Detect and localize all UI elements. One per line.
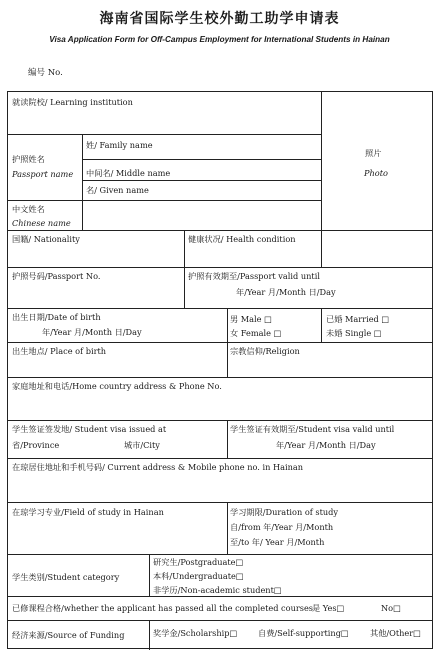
gender-marital-divider [321, 308, 322, 342]
form-subtitle: Visa Application Form for Off-Campus Employment for International Students in Hainan [49, 35, 390, 44]
visa-issued-label: 学生签证签发地/ Student visa issued at [12, 424, 167, 434]
row-divider [8, 134, 321, 135]
duration-to: 至/to 年/ Year 月/Month [230, 537, 325, 547]
row-divider [8, 308, 432, 309]
passport-number-label: 护照号码/Passport No. [12, 271, 101, 281]
column-divider [149, 620, 150, 650]
funding-source-label: 经济来源/Source of Funding [12, 630, 125, 640]
visa-valid-label: 学生签证有效期至/Student visa valid until [230, 424, 395, 434]
application-form-table [7, 91, 433, 649]
row-divider [8, 377, 432, 378]
visa-province-label: 省/Province [12, 440, 60, 450]
home-address-label: 家庭地址和电话/Home country address & Phone No. [12, 381, 222, 391]
date-of-birth-date: 年/Year 月/Month 日/Day [42, 327, 142, 337]
gender-female-option[interactable]: 女 Female □ [230, 328, 282, 338]
column-divider [149, 554, 150, 596]
courses-passed-yes-option[interactable]: 是 Yes□ [312, 603, 345, 613]
duration-label: 学习期限/Duration of study [230, 507, 339, 517]
row-divider [8, 230, 432, 231]
family-name-label: 姓/ Family name [86, 140, 153, 150]
field-of-study-label: 在琼学习专业/Field of study in Hainan [12, 507, 164, 517]
passport-name-label-en: Passport name [12, 169, 74, 179]
duration-from: 自/from 年/Year 月/Month [230, 522, 334, 532]
category-undergraduate-option[interactable]: 本科/Undergraduate□ [153, 571, 244, 581]
courses-passed-no-option[interactable]: No□ [381, 603, 401, 613]
photo-column-divider [321, 92, 322, 267]
funding-self-supporting-option[interactable]: 自费/Self-supporting□ [258, 628, 349, 638]
visa-valid-date: 年/Year 月/Month 日/Day [276, 440, 376, 450]
row-divider [8, 267, 432, 268]
chinese-name-label-cn: 中文姓名 [12, 204, 45, 214]
date-of-birth-label: 出生日期/Date of birth [12, 312, 101, 322]
column-divider [184, 230, 185, 308]
row-divider [8, 596, 432, 597]
photo-label-en: Photo [364, 168, 388, 178]
category-postgraduate-option[interactable]: 研究生/Postgraduate□ [153, 557, 244, 567]
row-divider [82, 159, 321, 160]
row-divider [8, 342, 432, 343]
row-divider [8, 554, 432, 555]
current-address-label: 在琼居住地址和手机号码/ Current address & Mobile phone no. in Hainan [12, 462, 304, 472]
column-divider [227, 308, 228, 377]
middle-name-label: 中间名/ Middle name [86, 168, 171, 178]
passport-name-label-cn: 护照姓名 [12, 154, 45, 164]
column-divider [227, 420, 228, 458]
visa-city-label: 城市/City [124, 440, 160, 450]
institution-label: 就读院校/ Learning institution [12, 97, 133, 107]
name-column-divider [82, 134, 83, 230]
nationality-label: 国籍/ Nationality [12, 234, 80, 244]
category-non-academic-option[interactable]: 非学历/Non-academic student□ [153, 585, 282, 595]
form-title: 海南省国际学生校外勤工助学申请表 [99, 11, 340, 27]
gender-male-option[interactable]: 男 Male □ [230, 314, 272, 324]
funding-other-option[interactable]: 其他/Other□ [370, 628, 421, 638]
row-divider [8, 420, 432, 421]
passport-valid-date: 年/Year 月/Month 日/Day [236, 287, 336, 297]
courses-passed-label: 已修课程合格/whether the applicant has passed all the completed courses [12, 603, 313, 613]
chinese-name-label-en: Chinese name [12, 218, 71, 228]
given-name-label: 名/ Given name [86, 185, 149, 195]
row-divider [8, 458, 432, 459]
marital-married-option[interactable]: 已婚 Married □ [326, 314, 390, 324]
passport-valid-label: 护照有效期至/Passport valid until [188, 271, 320, 281]
row-divider [8, 620, 432, 621]
health-condition-label: 健康状况/ Health condition [188, 234, 296, 244]
student-category-label: 学生类别/Student category [12, 572, 120, 582]
row-divider [82, 180, 321, 181]
row-divider [8, 200, 321, 201]
marital-single-option[interactable]: 未婚 Single □ [326, 328, 382, 338]
row-divider [8, 502, 432, 503]
funding-scholarship-option[interactable]: 奖学金/Scholarship□ [153, 628, 238, 638]
religion-label: 宗教信仰/Religion [230, 346, 300, 356]
place-of-birth-label: 出生地点/ Place of birth [12, 346, 107, 356]
serial-number-label: 编号 No. [28, 68, 63, 78]
photo-label-cn: 照片 [365, 148, 382, 158]
column-divider [227, 502, 228, 554]
